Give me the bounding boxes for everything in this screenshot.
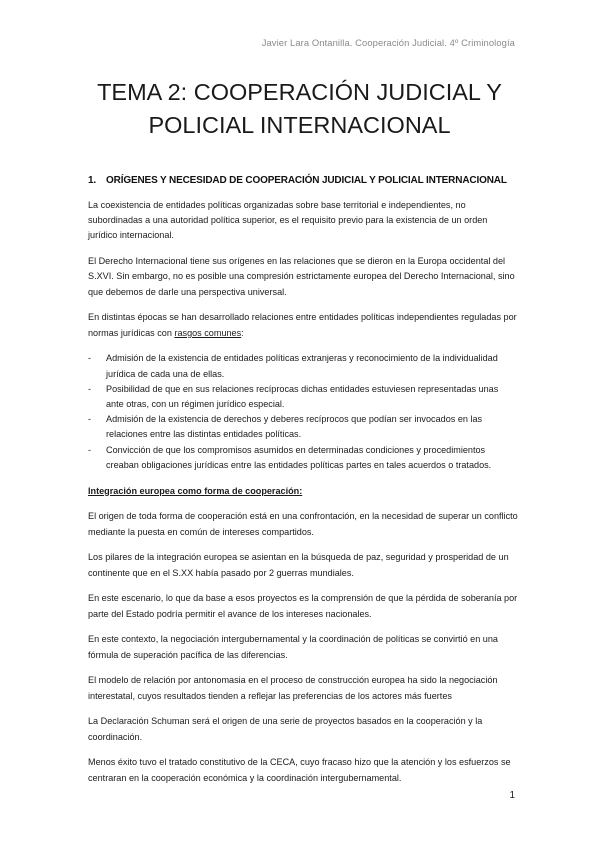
page-number: 1 [509, 790, 515, 801]
document-title [40, 76, 559, 142]
title-line-2: POLICIAL INTERNACIONAL [148, 112, 451, 138]
section-heading-text: ORÍGENES Y NECESIDAD DE COOPERACIÓN JUDICIAL Y POLICIAL INTERNACIONAL [106, 175, 507, 186]
paragraph: El origen de toda forma de cooperación está en una confrontación, en la necesidad de superar un conflicto mediante la puesta en común de intereses compartidos. [88, 511, 518, 537]
list-item: - Posibilidad de que en sus relaciones recíprocas dichas entidades estuviesen representadas unas ante otras, con un régimen jurídico especial. [88, 383, 499, 410]
underlined-term: rasgos comunes [174, 327, 242, 338]
paragraph: Los pilares de la integración europea se asientan en la búsqueda de paz, seguridad y prosperidad de un continente que en el S.XX había pasado por 2 guerras mundiales. [88, 552, 509, 578]
bullet-list [88, 351, 518, 473]
paragraph: La Declaración Schuman será el origen de una serie de proyectos basados en la cooperación y la coordinación. [88, 716, 483, 742]
paragraph: Menos éxito tuvo el tratado constitutivo de la CECA, cuyo fracaso hizo que la atención y los esfuerzos se centraran en la cooperación económica y la coordinación intergubernamental. [88, 757, 511, 783]
section-number: 1. [88, 175, 97, 186]
subheading: Integración europea como forma de cooperación: [88, 485, 303, 496]
running-header: Javier Lara Ontanilla. Cooperación Judicial. 4º Criminología [261, 37, 515, 48]
paragraph: El Derecho Internacional tiene sus orígenes en las relaciones que se dieron en la Europa occidental del S.XVI. Sin embargo, no es posible una compresión estrictamente europea del Derecho Internacional, sino que debemos de darle una perspectiva universal. [88, 256, 515, 297]
list-item: - Admisión de la existencia de entidades políticas extranjeras y reconocimiento de la individualidad jurídica de cada una de ellas. [88, 353, 498, 379]
bullet-marker: - [88, 383, 92, 394]
list-item: - Admisión de la existencia de derechos y deberes recíprocos que podían ser invocados en las relaciones entre las distintas entidades políticas. [88, 414, 483, 440]
bullet-marker: - [88, 444, 92, 455]
title-line-1: TEMA 2: COOPERACIÓN JUDICIAL Y [97, 79, 502, 105]
paragraph: La coexistencia de entidades políticas organizadas sobre base territorial e independientes, no subordinadas a una autoridad política superior, es el requisito previo para la existencia de un orden jurídico internacional. [88, 200, 488, 241]
bullet-marker: - [88, 353, 92, 364]
paragraph: El modelo de relación por antonomasia en el proceso de construcción europea ha sido la negociación interestatal, cuyos resultados tienden a reflejar las preferencias de los actores más fuertes [88, 675, 498, 701]
section-heading [88, 175, 507, 186]
paragraph: En este escenario, lo que da base a esos proyectos es la comprensión de que la pérdida de soberanía por parte del Estado podría permitir el avance de los intereses nacionales. [88, 593, 518, 619]
document-body [88, 198, 518, 796]
paragraph: En este contexto, la negociación intergubernamental y la coordinación de políticas se convirtió en una fórmula de superación pacífica de las diferencias. [88, 634, 498, 660]
paragraph: En distintas épocas se han desarrollado relaciones entre entidades políticas independientes reguladas por normas jurídicas con rasgos comunes: [88, 312, 517, 338]
list-item: - Convicción de que los compromisos asumidos en determinadas condiciones y procedimientos creaban obligaciones jurídicas entre las entidades políticas partes en tales acuerdos o tratados. [88, 444, 492, 470]
bullet-marker: - [88, 414, 92, 425]
